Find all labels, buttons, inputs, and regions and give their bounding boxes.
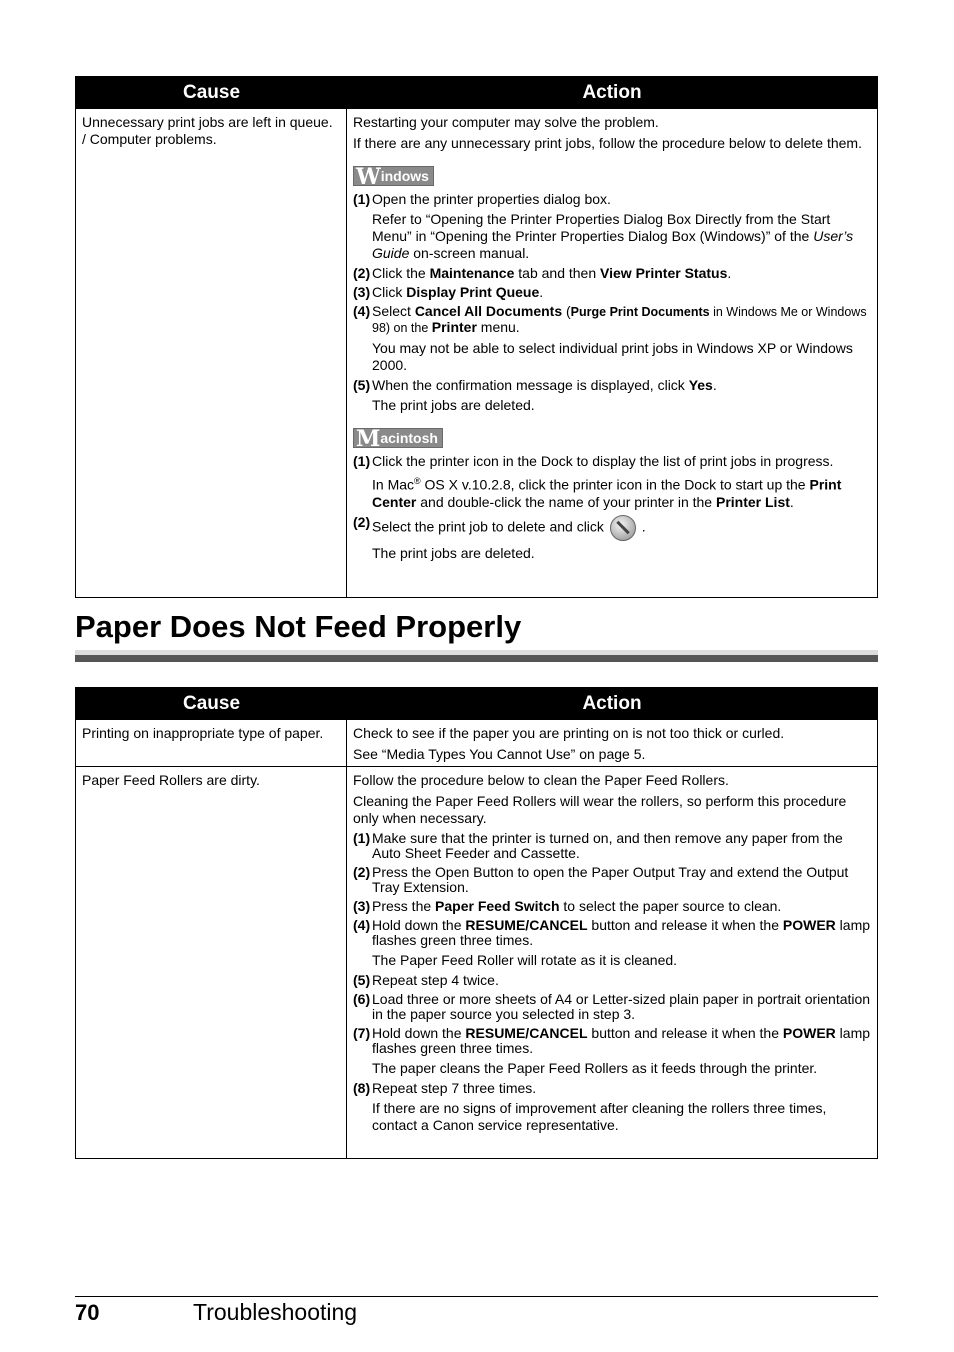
step: (3) Click Display Print Queue. [353,284,544,300]
step-note: If there are no signs of improvement after cleaning the rollers three times, contact a Canon service representative. [372,1100,827,1133]
action-cell [347,720,877,766]
table-header [76,688,877,719]
action-text: Check to see if the paper you are printing on is not too thick or curled. [353,725,785,741]
section-title: Paper Does Not Feed Properly [75,609,522,644]
step-note: Refer to “Opening the Printer Properties Dialog Box Directly from the Start Menu” in “Opening the Printer Properties Dialog Box (Windows)” of the User’s Guide on-screen manual. [372,211,854,261]
step-note: The print jobs are deleted. [372,544,535,561]
step: (4) Select Cancel All Documents (Purge Print Documents in Windows Me or Windows 98) on the Printer menu. [353,303,867,335]
step: (8) Repeat step 7 three times. [353,1080,537,1096]
troubleshooting-table-paper-feed [75,687,878,1159]
step: (2) Select the print job to delete and click . [353,515,871,541]
cause-cell: Printing on inappropriate type of paper. [76,720,347,766]
step: (3) Press the Paper Feed Switch to select the paper source to clean. [353,898,782,914]
delete-job-icon [610,515,636,541]
action-text: If there are any unnecessary print jobs, follow the procedure below to delete them. [353,135,862,151]
step: (5) When the confirmation message is displayed, click Yes. [353,377,717,393]
header-action: Action [582,693,642,714]
step: (7) Hold down the RESUME/CANCEL button and release it when the POWER lamp flashes green three times. [353,1025,871,1056]
action-text: Follow the procedure below to clean the Paper Feed Rollers. [353,772,729,788]
step: (5) Repeat step 4 twice. [353,972,499,988]
footer-rule [75,1296,878,1297]
cause-cell: Unnecessary print jobs are left in queue. / Computer problems. [76,109,347,597]
header-cause: Cause [182,693,241,714]
table-row [76,108,877,597]
step: (2) Click the Maintenance tab and then View Printer Status. [353,265,732,281]
action-text: Cleaning the Paper Feed Rollers will wear the rollers, so perform this procedure only when necessary. [353,793,847,826]
step: (6) Load three or more sheets of A4 or Letter-sized plain paper in portrait orientation in the paper source you selected in step 3. [353,991,871,1022]
footer-section-name: Troubleshooting [193,1299,358,1325]
header-cause: Cause [182,82,241,103]
step-note: The Paper Feed Roller will rotate as it is cleaned. [372,952,678,968]
troubleshooting-table-print-jobs [75,76,878,598]
header-action: Action [582,82,642,103]
step: (1) Click the printer icon in the Dock to display the list of print jobs in progress. [353,453,834,469]
step-note: You may not be able to select individual print jobs in Windows XP or Windows 2000. [372,340,853,373]
cause-cell: Paper Feed Rollers are dirty. [76,767,347,1158]
step: (1) Open the printer properties dialog box. [353,191,611,207]
action-cell [347,767,877,1158]
table-row [76,719,877,766]
step: (4) Hold down the RESUME/CANCEL button and release it when the POWER lamp flashes green three times. [353,917,871,948]
action-text: Restarting your computer may solve the problem. [353,114,659,130]
page-number: 70 [75,1300,100,1325]
step: (1) Make sure that the printer is turned on, and then remove any paper from the Auto Sheet Feeder and Cassette. [353,830,843,861]
step: (2) Press the Open Button to open the Paper Output Tray and extend the Output Tray Extension. [353,864,849,895]
table-row [76,766,877,1158]
action-cell [347,109,877,597]
step-note: The paper cleans the Paper Feed Rollers as it feeds through the printer. [372,1060,818,1076]
macintosh-logo: Macintosh [353,428,443,448]
windows-logo: Windows [353,166,434,186]
table-header [76,77,877,108]
action-text: See “Media Types You Cannot Use” on page 5. [353,746,646,762]
title-rule [75,650,878,662]
step-note: The print jobs are deleted. [372,397,535,413]
step-note: In Mac® OS X v.10.2.8, click the printer icon in the Dock to start up the Print Center and double-click the name of your printer in the Printer List. [372,476,842,510]
